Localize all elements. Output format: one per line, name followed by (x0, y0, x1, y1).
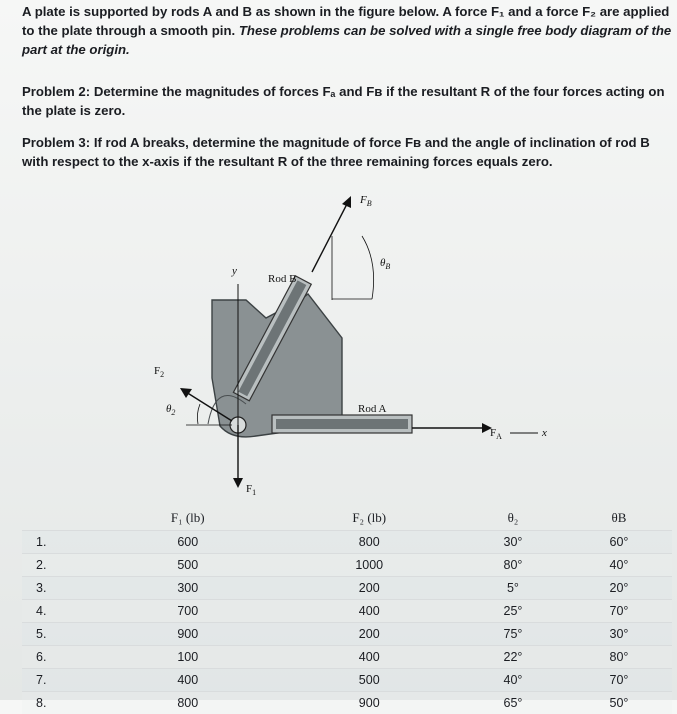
row-number: 3. (22, 577, 97, 600)
table-row (22, 669, 672, 692)
intro-line-1: A plate is supported by rods A and B as shown in the figure below. A force F₁ and a force F₂ are applied (22, 2, 672, 21)
table-row (22, 600, 672, 623)
cell-f2: 200 (278, 577, 459, 600)
theta2-arc (197, 404, 200, 424)
row-number: 4. (22, 600, 97, 623)
label-x: x (541, 427, 547, 439)
cell-thetab: 30° (566, 623, 672, 646)
label-y: y (231, 265, 237, 277)
table-row (22, 646, 672, 669)
fb-arrow-line (312, 202, 348, 272)
cell-thetab: 50° (566, 692, 672, 714)
cell-f2: 1000 (278, 554, 459, 577)
label-rod-b: Rod B (268, 273, 296, 285)
label-theta2: $\theta_2$ (166, 403, 175, 417)
cell-theta2: 40° (460, 669, 566, 692)
cell-f2: 400 (278, 646, 459, 669)
cell-f2: 400 (278, 600, 459, 623)
cell-f1: 100 (97, 646, 278, 669)
problem-2-line-2: the plate is zero. (22, 101, 672, 120)
table-row (22, 554, 672, 577)
table-row (22, 692, 672, 714)
label-thetab: $\theta_B$ (380, 257, 390, 271)
cell-f1: 700 (97, 600, 278, 623)
cell-f1: 500 (97, 554, 278, 577)
cell-f2: 900 (278, 692, 459, 714)
label-f2: $F_2$ (154, 365, 164, 379)
table-header-row (22, 506, 672, 531)
cell-f1: 300 (97, 577, 278, 600)
problem-3-line-2: with respect to the x-axis if the resultant R of the three remaining forces equals zero. (22, 152, 672, 171)
data-table (22, 506, 672, 714)
cell-thetab: 80° (566, 646, 672, 669)
f1-arrowhead (233, 478, 243, 488)
cell-theta2: 65° (460, 692, 566, 714)
cell-f1: 800 (97, 692, 278, 714)
header-thetab: θB (566, 506, 672, 531)
cell-thetab: 60° (566, 531, 672, 554)
table-row (22, 623, 672, 646)
cell-thetab: 70° (566, 669, 672, 692)
label-f1: $F_1$ (246, 483, 256, 497)
cell-f2: 800 (278, 531, 459, 554)
table-row (22, 531, 672, 554)
row-number: 6. (22, 646, 97, 669)
cell-theta2: 5° (460, 577, 566, 600)
row-number: 5. (22, 623, 97, 646)
cell-theta2: 22° (460, 646, 566, 669)
cell-theta2: 75° (460, 623, 566, 646)
cell-thetab: 20° (566, 577, 672, 600)
row-number: 2. (22, 554, 97, 577)
label-rod-a: Rod A (358, 403, 386, 415)
cell-f1: 400 (97, 669, 278, 692)
row-number: 7. (22, 669, 97, 692)
cell-thetab: 40° (566, 554, 672, 577)
intro-line-3: part at the origin. (22, 40, 672, 59)
header-theta2: θ₂ (460, 506, 566, 531)
thetab-arc (362, 236, 374, 299)
cell-f1: 600 (97, 531, 278, 554)
cell-theta2: 25° (460, 600, 566, 623)
label-fa: $F_A$ (490, 427, 502, 441)
table-row (22, 577, 672, 600)
cell-theta2: 80° (460, 554, 566, 577)
cell-f1: 900 (97, 623, 278, 646)
cell-f2: 500 (278, 669, 459, 692)
cell-theta2: 30° (460, 531, 566, 554)
f2-arrowhead (180, 388, 192, 398)
label-fb: $F_B$ (359, 194, 372, 208)
row-number: 1. (22, 531, 97, 554)
header-f1: F₁ (lb) (97, 506, 278, 531)
row-number: 8. (22, 692, 97, 714)
problem-3-line-1: Problem 3: If rod A breaks, determine the magnitude of force Fʙ and the angle of inclination of rod B (22, 133, 672, 152)
intro-line-2b: These problems can be solved with a single free body diagram of the (239, 23, 671, 38)
rod-a-inner (276, 419, 408, 429)
cell-thetab: 70° (566, 600, 672, 623)
cell-f2: 200 (278, 623, 459, 646)
problem-2-line-1: Problem 2: Determine the magnitudes of forces Fₐ and Fʙ if the resultant R of the four forces acting on (22, 82, 672, 101)
header-f2: F₂ (lb) (278, 506, 459, 531)
intro-line-2a: to the plate through a smooth pin. (22, 23, 239, 38)
